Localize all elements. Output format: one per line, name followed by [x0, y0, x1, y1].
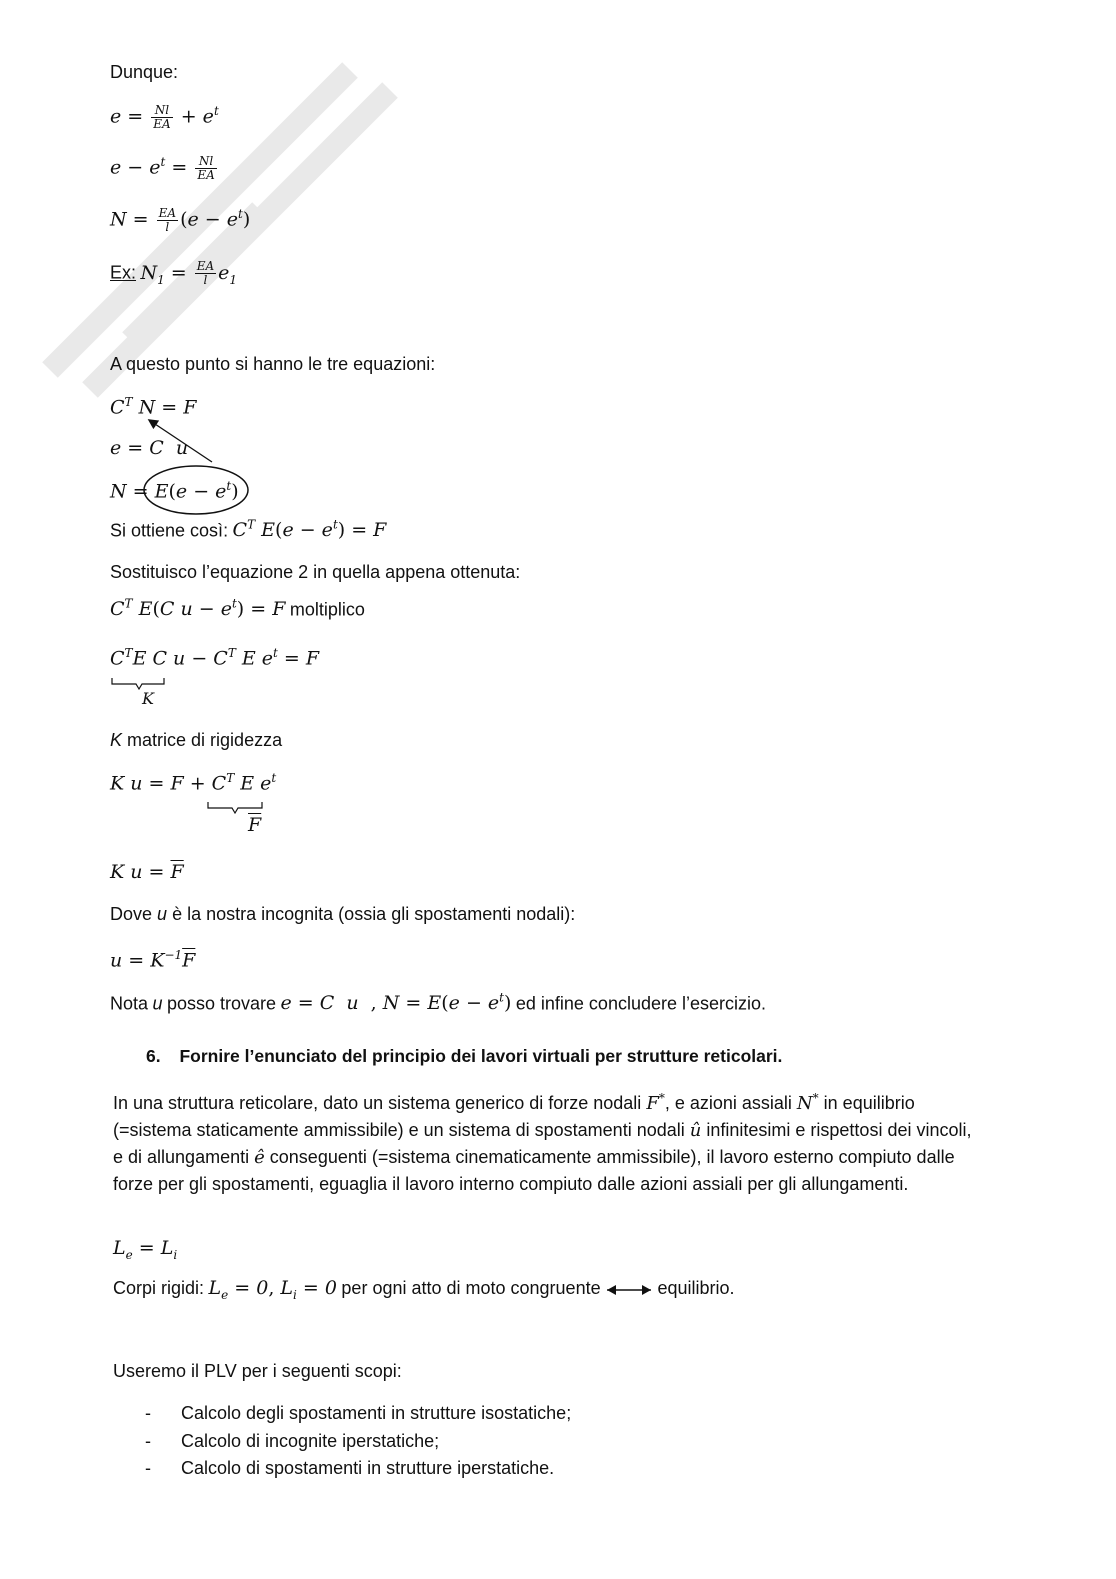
multiply-line: $C^T$ E(C $u - e^t) = F$ moltiplico — [110, 597, 365, 621]
example-label: Ex: — [110, 262, 137, 283]
k-definition: K matrice di rigidezza — [110, 730, 283, 750]
equation-ku-f-cte: K $u = F + C^T$ E $e^t$ — [110, 771, 277, 795]
uses-list — [145, 1400, 571, 1483]
equation-u-solution: $u = K^{-1}\overline{F}$ — [110, 948, 196, 972]
example-line: Ex: $N_1$ = $\frac{EA}{l}$ $e_1$ — [110, 259, 238, 287]
substitute-text: Sostituisco l’equazione 2 in quella appena ottenuta: — [110, 562, 521, 582]
plv-paragraph: In una struttura reticolare, dato un sistema generico di forze nodali F*, e azioni assiali N* in equilibrio (=sistema staticamente ammissibile) e un sistema di spostamenti nodali û infinitesimi e rispettosi dei vincoli, e di allungamenti ê conseguenti (=sistema cinematicamente ammissibile), il lavoro esterno compiuto dalle forze per gli spostamenti, eguaglia il lavoro interno compiuto dalle azioni assiali per gli allungamenti. — [113, 1091, 972, 1194]
double-arrow-icon — [605, 1283, 653, 1297]
equation-e-minus-et: $e - e^t$ = $\frac{Nl}{EA}$ — [110, 154, 215, 182]
equation-ku-fbar: K $u = \overline{F}$ — [110, 861, 184, 883]
list-item: - Calcolo di incognite iperstatiche; — [145, 1430, 440, 1451]
list-item: - Calcolo di spostamenti in strutture iperstatiche. — [145, 1458, 555, 1479]
unknown-text: Dove u è la nostra incognita (ossia gli spostamenti nodali): — [110, 904, 576, 924]
nota-line: Nota u posso trovare e = C u , $N = E(e - e^t)$ ed infine concludere l’esercizio. — [110, 991, 767, 1015]
uses-intro: Useremo il PLV per i seguenti scopi: — [113, 1361, 402, 1381]
section-heading: 6. Fornire l’enunciato del principio dei lavori virtuali per strutture reticolari. — [146, 1046, 783, 1066]
list-item: - Calcolo degli spostamenti in strutture isostatiche; — [145, 1403, 572, 1424]
equation-n: N = $\frac{EA}{l}$ $(e - e^t)$ — [110, 206, 251, 234]
expanded-equation: $C^TE$ C $u - C^T$ E $e^t = F$ — [110, 646, 320, 670]
substitution-annotation — [100, 410, 270, 520]
rigid-bodies-line: Corpi rigidi: $L_e = 0$, $L_i = 0$ per ogni atto di moto congruente equilibrio. — [113, 1277, 735, 1302]
equation-n-e: $N = E(e - e^t)$ — [110, 479, 239, 503]
k-under-brace: K — [142, 689, 154, 708]
result-line: Si ottiene così: $C^T$ $E(e - e^t) = F$ — [110, 518, 387, 542]
fbar-under-brace: $\overline{F}$ — [248, 814, 262, 836]
intro-text: Dunque: — [110, 62, 179, 82]
equation-ecu: e = C u — [110, 437, 189, 459]
equation-le-li: $L_e = L_i$ — [113, 1237, 178, 1262]
equation-ctn: $C^T$ N = F — [110, 395, 197, 419]
stiffness-brace — [110, 676, 170, 710]
three-equations-intro: A questo punto si hanno le tre equazioni: — [110, 354, 436, 374]
equation-e: e = $\frac{Nl}{EA}$ + $e^t$ — [110, 103, 219, 131]
